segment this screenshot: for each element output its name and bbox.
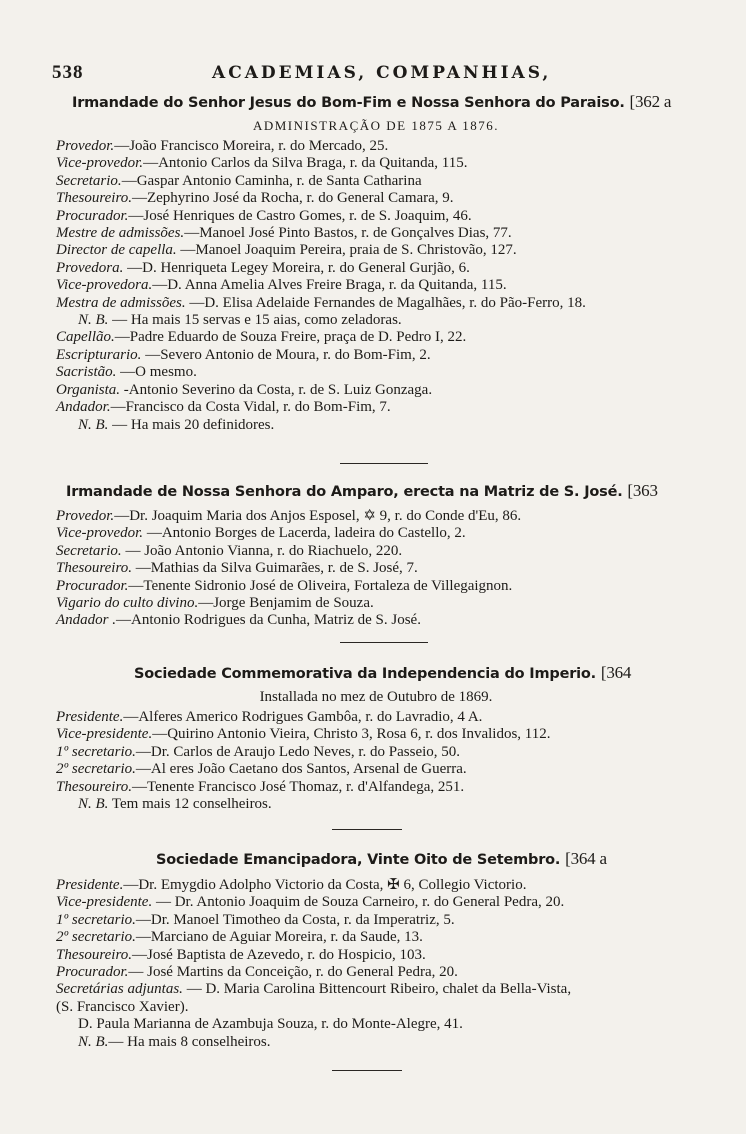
section-irmandade-amparo: [56, 481, 696, 630]
entry-number: [364: [600, 663, 632, 682]
entry-line: [56, 929, 696, 946]
entry-text: — Ha mais 20 definidores.: [108, 416, 275, 433]
entry-role: Presidente.: [56, 709, 124, 725]
entry-list: [56, 508, 696, 630]
entry-role: Vice-provedora.: [56, 277, 153, 294]
entry-number: [364 a: [565, 849, 607, 868]
entry-list: [56, 709, 696, 813]
entry-role: Provedora.: [56, 259, 124, 276]
entry-line: [56, 1034, 696, 1051]
entry-text: —José Baptista de Azevedo, r. do Hospicio, 103.: [131, 946, 426, 963]
running-header: [52, 62, 712, 86]
entry-line: [56, 612, 696, 629]
section-subtitle: Installada no mez de Outubro de 1869.: [259, 689, 493, 705]
section-sociedade-commemorativa: [56, 663, 696, 813]
entry-text: —Quirino Antonio Vieira, Christo 3, Rosa 6, r. dos Invalidos, 112.: [152, 726, 551, 743]
entry-line: [56, 382, 696, 399]
entry-line: [56, 543, 696, 560]
entry-text: —João Francisco Moreira, r. do Mercado, 25.: [114, 138, 389, 154]
entry-line: [56, 726, 696, 743]
entry-line: [56, 964, 696, 981]
entry-text: —Francisco da Costa Vidal, r. do Bom-Fim, 7.: [110, 399, 391, 416]
entry-text: -Antonio Severino da Costa, r. de S. Luiz Gonzaga.: [120, 381, 433, 398]
running-title: ACADEMIAS, COMPANHIAS,: [212, 63, 552, 83]
entry-role: Provedor.: [56, 508, 115, 524]
entry-line: [56, 277, 696, 294]
entry-role: N. B.: [78, 796, 109, 813]
entry-text: —O mesmo.: [116, 364, 197, 381]
entry-role: 1º secretario.: [56, 743, 136, 760]
entry-line: [56, 779, 696, 796]
entry-text: — Ha mais 8 conselheiros.: [108, 1033, 271, 1050]
entry-line: [56, 242, 696, 259]
entry-role: Thesoureiro.: [56, 190, 132, 207]
section-title-text: Irmandade do Senhor Jesus do Bom-Fim e Nossa Senhora do Paraiso.: [72, 95, 625, 111]
entry-text: —Marciano de Aguiar Moreira, r. da Saude, 13.: [135, 929, 423, 946]
entry-text: —Mathias da Silva Guimarães, r. de S. José, 7.: [131, 560, 418, 577]
entry-text: —Tenente Sidronio José de Oliveira, Fortaleza de Villegaignon.: [128, 577, 513, 594]
entry-text: —Antonio Carlos da Silva Braga, r. da Quitanda, 115.: [143, 155, 468, 172]
entry-text: —Dr. Emygdio Adolpho Victorio da Costa, ✠ 6, Collegio Victorio.: [123, 877, 527, 893]
entry-text: —Dr. Joaquim Maria dos Anjos Esposel, ✡ 9, r. do Conde d'Eu, 86.: [114, 508, 522, 524]
entry-list: [56, 877, 696, 1051]
entry-role: Thesoureiro.: [56, 946, 132, 963]
entry-line: [56, 796, 696, 813]
entry-role: Sacristão.: [56, 364, 117, 381]
section-title-text: Sociedade Commemorativa da Independencia do Imperio.: [134, 666, 596, 682]
entry-line: [56, 761, 696, 778]
entry-text: —D. Henriqueta Legey Moreira, r. do General Gurjão, 6.: [123, 259, 470, 276]
section-divider: [340, 642, 428, 643]
entry-text: — Dr. Antonio Joaquim de Souza Carneiro, r. do General Pedra, 20.: [152, 894, 565, 911]
entry-text: (S. Francisco Xavier).: [56, 998, 189, 1015]
entry-line: [56, 260, 696, 277]
section-divider: [332, 1070, 402, 1071]
entry-text: —Manoel José Pinto Bastos, r. de Gonçalves Dias, 77.: [184, 225, 512, 242]
entry-line: [56, 999, 696, 1016]
entry-text: —Alferes Americo Rodrigues Gambôa, r. do Lavradio, 4 A.: [123, 709, 483, 725]
entry-line: [56, 138, 696, 155]
entry-role: Capellão.: [56, 329, 115, 346]
entry-text: Tem mais 12 conselheiros.: [108, 796, 272, 813]
entry-line: [56, 208, 696, 225]
entry-line: [56, 525, 696, 542]
entry-role: N. B.: [78, 312, 109, 329]
entry-role: N. B.: [78, 1033, 109, 1050]
section-title: [56, 92, 696, 112]
entry-line: [56, 894, 696, 911]
entry-text: D. Paula Marianna de Azambuja Souza, r. do Monte-Alegre, 41.: [78, 1016, 463, 1033]
entry-role: Mestre de admissões.: [56, 225, 185, 242]
entry-line: [56, 595, 696, 612]
entry-line: [56, 912, 696, 929]
entry-line: [56, 981, 696, 998]
entry-line: [56, 295, 696, 312]
entry-text: —Dr. Carlos de Araujo Ledo Neves, r. do Passeio, 50.: [135, 743, 461, 760]
entry-line: [56, 225, 696, 242]
entry-text: —Tenente Francisco José Thomaz, r. d'Alfandega, 251.: [131, 778, 465, 795]
entry-role: N. B.: [78, 416, 109, 433]
entry-role: Secretario.: [56, 172, 122, 189]
entry-line: [56, 312, 696, 329]
entry-text: —Padre Eduardo de Souza Freire, praça de D. Pedro I, 22.: [114, 329, 467, 346]
entry-line: [56, 329, 696, 346]
entry-line: [56, 155, 696, 172]
section-subtitle: ADMINISTRAÇÃO DE 1875 A 1876.: [252, 118, 500, 133]
entry-text: —Gaspar Antonio Caminha, r. de Santa Catharina: [121, 172, 422, 189]
section-title: [56, 849, 696, 869]
entry-role: Provedor.: [56, 138, 115, 154]
entry-text: — João Antonio Vianna, r. do Riachuelo, 220.: [121, 542, 403, 559]
entry-text: — José Martins da Conceição, r. do General Pedra, 20.: [128, 964, 458, 981]
entry-line: [56, 508, 696, 525]
section-sociedade-emancipadora: [56, 849, 696, 1051]
entry-role: Director de capella.: [56, 242, 177, 259]
entry-role: Procurador.: [56, 577, 129, 594]
entry-role: Andador.: [56, 399, 111, 416]
section-title: [56, 663, 696, 683]
entry-line: [56, 347, 696, 364]
entry-role: Andador .: [56, 612, 116, 629]
entry-line: [56, 364, 696, 381]
entry-role: Vice-provedor.: [56, 525, 144, 542]
entry-role: Vice-provedor.: [56, 155, 144, 172]
entry-role: Vigario do culto divino.: [56, 595, 199, 612]
entry-text: —Jorge Benjamim de Souza.: [198, 595, 374, 612]
entry-role: Secretárias adjuntas.: [56, 981, 183, 998]
entry-line: [56, 947, 696, 964]
entry-number: [362 a: [629, 92, 672, 111]
page-number: 538: [52, 62, 84, 83]
entry-text: —D. Anna Amelia Alves Freire Braga, r. da Quitanda, 115.: [152, 277, 507, 294]
entry-role: Vice-presidente.: [56, 894, 153, 911]
entry-line: [56, 190, 696, 207]
entry-role: 2º secretario.: [56, 761, 136, 778]
entry-line: [56, 709, 696, 726]
entry-text: —Manoel Joaquim Pereira, praia de S. Christovão, 127.: [176, 242, 517, 259]
entry-number: [363: [627, 481, 658, 500]
entry-role: Vice-presidente.: [56, 726, 153, 743]
entry-text: —Zephyrino José da Rocha, r. do General Camara, 9.: [131, 190, 454, 207]
entry-role: 1º secretario.: [56, 911, 136, 928]
entry-line: [56, 1016, 696, 1033]
entry-text: — Ha mais 15 servas e 15 aias, como zeladoras.: [108, 312, 402, 329]
entry-line: [56, 417, 696, 434]
entry-role: 2º secretario.: [56, 929, 136, 946]
entry-role: Presidente.: [56, 877, 124, 893]
entry-line: [56, 173, 696, 190]
entry-role: Procurador.: [56, 207, 129, 224]
entry-line: [56, 399, 696, 416]
entry-text: —Antonio Borges de Lacerda, ladeira do Castello, 2.: [143, 525, 466, 542]
entry-text: —Antonio Rodrigues da Cunha, Matriz de S. José.: [116, 612, 421, 629]
entry-role: Procurador.: [56, 964, 129, 981]
entry-role: Escripturario.: [56, 346, 142, 363]
entry-text: —José Henriques de Castro Gomes, r. de S. Joaquim, 46.: [128, 207, 472, 224]
entry-role: Thesoureiro.: [56, 778, 132, 795]
section-divider: [332, 829, 402, 830]
entry-text: — D. Maria Carolina Bittencourt Ribeiro, chalet da Bella-Vista,: [182, 981, 572, 998]
entry-list: [56, 138, 696, 434]
entry-role: Thesoureiro.: [56, 560, 132, 577]
entry-line: [56, 578, 696, 595]
section-title: [56, 481, 696, 501]
entry-line: [56, 877, 696, 894]
entry-text: —Al eres João Caetano dos Santos, Arsenal de Guerra.: [135, 761, 467, 778]
entry-line: [56, 744, 696, 761]
entry-role: Organista.: [56, 381, 121, 398]
entry-line: [56, 560, 696, 577]
entry-role: Mestra de admissões.: [56, 294, 186, 311]
entry-role: Secretario.: [56, 542, 122, 559]
section-title-text: Sociedade Emancipadora, Vinte Oito de Setembro.: [156, 852, 561, 868]
section-title-text: Irmandade de Nossa Senhora do Amparo, erecta na Matriz de S. José.: [66, 484, 623, 500]
entry-text: —D. Elisa Adelaide Fernandes de Magalhães, r. do Pão-Ferro, 18.: [185, 294, 586, 311]
entry-text: —Dr. Manoel Timotheo da Costa, r. da Imperatriz, 5.: [135, 911, 455, 928]
section-irmandade-bom-fim: [56, 92, 696, 434]
section-divider: [340, 463, 428, 464]
entry-text: —Severo Antonio de Moura, r. do Bom-Fim, 2.: [141, 346, 431, 363]
